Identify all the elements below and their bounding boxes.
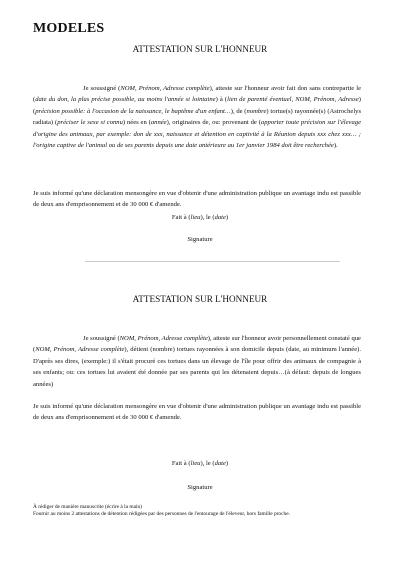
- attestation-2-paragraph-2: Je suis informé qu'une déclaration mensongère en vue d'obtenir d'une administration publique un avantage indu est passible de deux ans d'emprisonnement et de 30 000 € d'amende.: [33, 403, 361, 422]
- text-run: ): [225, 214, 229, 221]
- text-run: ) tortue(s) rayonnée(s) (Astrochelys radiata) (: [33, 107, 362, 127]
- text-run: lieu: [190, 460, 201, 467]
- text-run: ): [225, 460, 229, 467]
- text-run: ) (: [33, 96, 361, 115]
- text-run: Fait à (: [171, 214, 191, 221]
- attestation-1-fait: [0, 214, 400, 221]
- attestation-2-paragraph-1: [33, 333, 361, 390]
- text-run: apporter toute précision sur l'élevage d'origine des animaux, par exemple: don de xxx, naissance et détention en captivité à la Réunion depuis xxx chez xxx… ; l'origine captive de l'animal ou de ses parents depuis une date antérieure au 1er janvier 1984 doit être recherchée: [33, 119, 361, 150]
- text-run: date: [214, 460, 226, 467]
- text-run: date: [214, 214, 226, 221]
- text-run: année: [150, 119, 167, 127]
- text-run: NOM, Prénom, Adresse complète: [119, 335, 208, 342]
- text-run: lieu: [190, 214, 201, 221]
- attestation-2-fait: [0, 460, 400, 467]
- section-divider: [85, 261, 340, 262]
- text-run: ), le (: [200, 214, 215, 221]
- text-run: préciser le sexe si connu: [57, 119, 123, 127]
- text-run: ) à (: [215, 96, 228, 104]
- text-run: Je soussigné (: [83, 335, 120, 342]
- text-run: ), atteste sur l'honneur avoir fait don sans contrepartie le (: [33, 85, 362, 104]
- text-run: NOM, Prénom, Adresse complète: [35, 346, 125, 354]
- note-two-attestations: Fournir au moins 2 attestations de détention rédigées par des personnes de l'entourage de l'éleveur, hors famille proche.: [33, 511, 290, 517]
- text-run: précision possible: à l'occasion de la naissance, le baptême d'un enfant…: [35, 107, 231, 115]
- document-heading: MODELES: [33, 21, 105, 36]
- attestation-1-paragraph-2: Je suis informé qu'une déclaration mensongère en vue d'obtenir d'une administration publique un avantage indu est passible de deux ans d'emprisonnement et de 30 000 € d'amende.: [33, 190, 361, 209]
- attestation-1-title: ATTESTATION SUR L'HONNEUR: [132, 44, 268, 54]
- text-run: Fait à (: [171, 460, 191, 467]
- attestation-1-body: [33, 85, 361, 149]
- attestation-2-body: [33, 335, 361, 388]
- text-run: ), atteste sur l'honneur avoir personnellement constaté que (: [33, 335, 361, 354]
- text-run: nombre: [246, 107, 267, 115]
- attestation-1-paragraph-1: [33, 83, 361, 151]
- text-run: ), originaires de, ou: provenant de (: [166, 119, 261, 127]
- text-run: ), de (: [230, 107, 247, 115]
- text-run: lien de parenté éventuel, NOM, Prénom, Adresse: [227, 96, 359, 104]
- text-run: Je soussigné (: [83, 85, 121, 92]
- text-run: NOM, Prénom, Adresse complète: [120, 85, 210, 92]
- text-run: ), détient (nombre) tortues rayonnées à son domicile depuis (date, au minimum l'année). D'après ses dires, (exemple:) il s'était procuré ces tortues dans un élevage de l'île pour offrir des animaux de compagnie à ses enfants; ou: ces tortues lui avaient été donnée par ses parents qui les détenaient depuis…(à défaut: depuis de longues années): [33, 346, 361, 388]
- text-run: ) nées en (: [122, 119, 151, 127]
- text-run: ).: [333, 142, 338, 150]
- text-run: ), le (: [200, 460, 215, 467]
- attestation-2-title: ATTESTATION SUR L'HONNEUR: [132, 294, 268, 304]
- text-run: date du don, la plus précise possible, au moins l'année si lointaine: [35, 96, 216, 104]
- attestation-1-signature: Signature: [187, 236, 213, 243]
- note-handwritten: À rédiger de manière manuscrite (écrire à la main): [33, 504, 142, 510]
- attestation-2-signature: Signature: [187, 484, 213, 491]
